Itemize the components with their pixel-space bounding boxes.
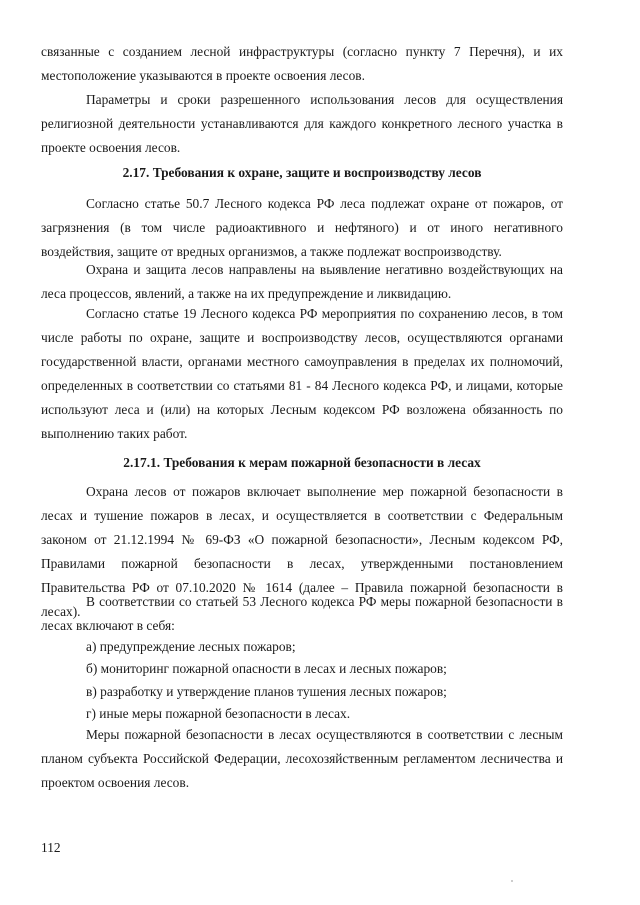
section-2-17-paragraph-3: Согласно статье 19 Лесного кодекса РФ мероприятия по сохранению лесов, в том числе работы по охране, защите и воспроизводству лесов, осуществляются органами государственной власти, органами местного самоуправления в пределах их полномочий, определенных в соответствии со статьями 81 - 84 Лесного кодекса РФ, и лицами, которые используют леса и (или) на которых Лесным кодексом РФ возложена обязанность по выполнению таких работ. — [41, 306, 563, 441]
section-2-17-paragraph-2: Охрана и защита лесов направлены на выявление негативно воздействующих на леса процессов, явлений, а также на их предупреждение и ликвидацию. — [41, 262, 563, 301]
measure-list-item: г) иные меры пожарной безопасности в лесах. — [86, 706, 351, 721]
section-2-17-1-paragraph-3: Меры пожарной безопасности в лесах осуществляются в соответствии с лесным планом субъекта Российской Федерации, лесохозяйственным регламентом лесничества и проектом освоения лесов. — [41, 727, 563, 790]
section-2-17-1-paragraph-2: В соответствии со статьей 53 Лесного кодекса РФ меры пожарной безопасности в лесах включают в себя: — [41, 594, 563, 633]
section-heading-2-17-1: 2.17.1. Требования к мерам пожарной безопасности в лесах — [123, 455, 481, 470]
measure-list-item: б) мониторинг пожарной опасности в лесах и лесных пожаров; — [86, 661, 447, 676]
intro-paragraph-2: Параметры и сроки разрешенного использования лесов для осуществления религиозной деятельности устанавливаются для каждого конкретного лесного участка в проекте освоения лесов. — [41, 92, 563, 155]
measure-list-item: а) предупреждение лесных пожаров; — [86, 639, 296, 654]
measure-list-item: в) разработку и утверждение планов тушения лесных пожаров; — [86, 684, 447, 699]
section-2-17-paragraph-1: Согласно статье 50.7 Лесного кодекса РФ леса подлежат охране от пожаров, от загрязнения (в том числе радиоактивного и нефтяного) и от иного негативного воздействия, защите от вредных организмов, а также подлежат воспроизводству. — [41, 196, 563, 259]
scan-speck — [511, 880, 513, 882]
page-number: 112 — [41, 840, 61, 855]
section-2-17-1-paragraph-1: Охрана лесов от пожаров включает выполнение мер пожарной безопасности в лесах и тушение пожаров в лесах, и осуществляется в соответствии с Федеральным законом от 21.12.1994 № 69-ФЗ «О пожарной безопасности», Лесным кодексом РФ, Правилами пожарной безопасности в лесах, утвержденными постановлением Правительства РФ от 07.10.2020 № 1614 (далее – Правила пожарной безопасности в лесах). — [41, 484, 563, 619]
intro-paragraph-1: связанные с созданием лесной инфраструктуры (согласно пункту 7 Перечня), и их местоположение указываются в проекте освоения лесов. — [41, 44, 563, 83]
section-heading-2-17: 2.17. Требования к охране, защите и воспроизводству лесов — [122, 165, 482, 180]
